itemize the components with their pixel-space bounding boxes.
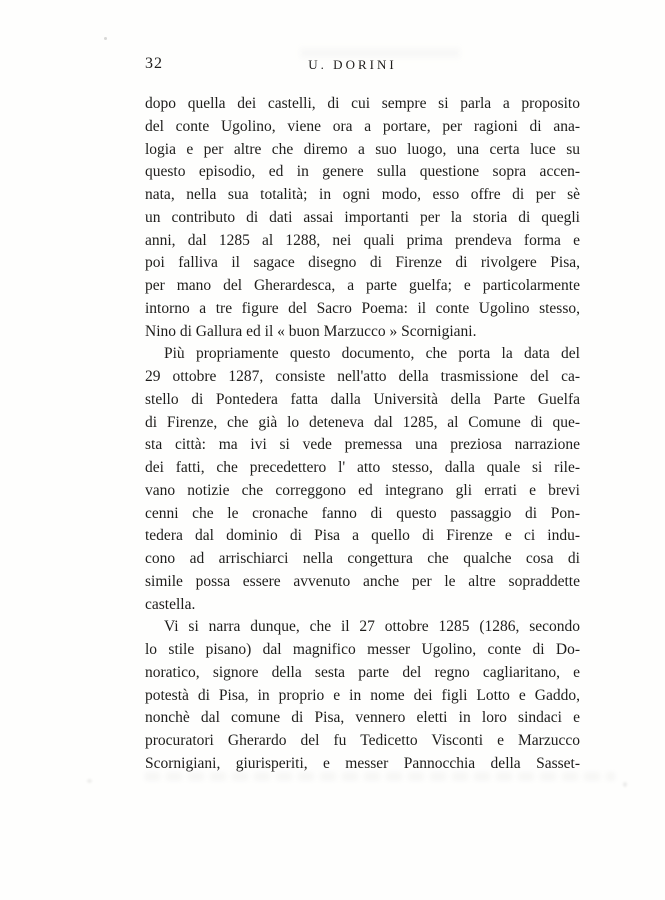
text-line: lo stile pisano) dal magnifico messer Ugolino, conte di Do- — [145, 641, 580, 658]
scan-speck — [87, 779, 92, 783]
text-line: per mano del Gherardesca, a parte guelfa; e particolarmente — [145, 277, 580, 294]
text-line: dopo quella dei castelli, di cui sempre si parla a proposito — [145, 95, 580, 112]
text-line: di Firenze, che già lo deteneva dal 1285, al Comune di que- — [145, 413, 580, 431]
text-line: vano notizie che correggono ed integrano gli errati e brevi — [145, 481, 580, 499]
text-line: Nino di Gallura ed il « buon Marzucco » Scornigiani. — [145, 322, 477, 340]
text-line: Vi si narra dunque, che il 27 ottobre 1285 (1286, secondo — [164, 618, 580, 636]
text-line: stello di Pontedera fatta dalla Università della Parte Guelfa — [145, 390, 580, 408]
paragraph — [145, 343, 580, 616]
text-line: procuratori Gherardo del fu Tedicetto Visconti e Marzucco — [145, 732, 580, 749]
showthrough-ghost-text — [145, 772, 615, 781]
text-line: logia e per altre che diremo a suo luogo, una certa luce su — [145, 140, 580, 158]
scan-speck — [104, 37, 107, 40]
text-line: potestà di Pisa, in proprio e in nome dei figli Lotto e Gaddo, — [145, 686, 580, 704]
page-number: 32 — [145, 55, 163, 72]
text-line: cono ad arrischiarci nella congettura che qualche cosa di — [145, 550, 580, 567]
text-line: Scornigiani, giurisperiti, e messer Pannocchia della Sasset- — [145, 754, 580, 772]
paragraph — [145, 93, 580, 343]
text-line: simile possa essere avvenuto anche per le altre sopraddette — [145, 572, 580, 590]
text-line: dei fatti, che precedettero l' atto stesso, dalla quale si rile- — [145, 459, 580, 476]
text-line: castella. — [145, 595, 196, 613]
text-line: nata, nella sua totalità; in ogni modo, esso offre di per sè — [145, 186, 580, 203]
scan-smudge — [300, 48, 460, 58]
text-line: tedera dal dominio di Pisa a quello di Firenze e ci indu- — [145, 527, 580, 545]
text-line: nonchè dal comune di Pisa, vennero eletti in loro sindaci e — [145, 709, 580, 727]
text-line: un contributo di dati assai importanti per la storia di quegli — [145, 208, 580, 226]
text-line: noratico, signore della sesta parte del regno cagliaritano, e — [145, 663, 580, 681]
text-line: poi falliva il sagace disegno di Firenze di rivolgere Pisa, — [145, 254, 580, 272]
text-line: questo episodio, ed in genere sulla questione sopra accen- — [145, 163, 580, 181]
text-line: cenni che le cronache fanno di questo passaggio di Pon- — [145, 504, 580, 522]
text-line: anni, dal 1285 al 1288, nei quali prima prendeva forma e — [145, 231, 580, 249]
text-line: 29 ottobre 1287, consiste nell'atto della trasmissione del ca- — [145, 368, 580, 385]
text-line: Più propriamente questo documento, che porta la data del — [164, 345, 580, 363]
body-text — [145, 93, 580, 776]
text-line: del conte Ugolino, viene ora a portare, per ragioni di ana- — [145, 117, 580, 135]
text-line: sta città: ma ivi si vede premessa una preziosa narrazione — [145, 436, 580, 454]
text-line: intorno a tre figure del Sacro Poema: il conte Ugolino stesso, — [145, 299, 580, 317]
scan-speck — [623, 782, 627, 787]
paragraph — [145, 616, 580, 775]
running-header: U. DORINI — [308, 57, 397, 72]
